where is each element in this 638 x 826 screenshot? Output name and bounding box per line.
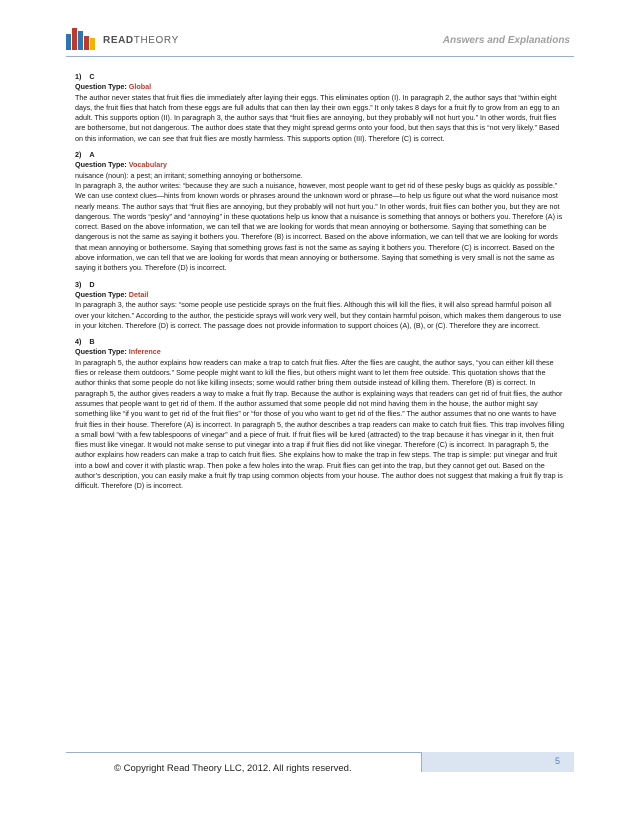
question-type	[75, 347, 565, 357]
question-type-value: Inference	[128, 347, 161, 357]
definition-paragraph: nuisance (noun): a pest; an irritant; something annoying or bothersome.	[75, 170, 303, 180]
question-number: 1)	[75, 72, 82, 81]
question-3	[75, 280, 565, 331]
question-type	[75, 160, 565, 170]
question-number-row	[75, 72, 565, 82]
question-type-value: Detail	[128, 289, 149, 299]
question-2	[75, 150, 565, 274]
copyright-text: © Copyright Read Theory LLC, 2012. All rights reserved.	[114, 763, 352, 774]
question-number-row	[75, 150, 565, 160]
question-1	[75, 72, 565, 144]
page-footer	[66, 752, 574, 774]
question-type-label: Question Type:	[75, 289, 127, 299]
question-answer: C	[89, 72, 95, 81]
question-answer: B	[89, 337, 95, 347]
question-type-label: Question Type:	[75, 82, 127, 92]
answers-content	[75, 72, 565, 498]
header-title: Answers and Explanations	[442, 35, 570, 46]
question-type-value: Vocabulary	[128, 160, 167, 170]
question-number-row	[75, 280, 565, 290]
question-number-row	[75, 337, 565, 347]
explanation-paragraph: In paragraph 5, the author explains how readers can make a trap to catch fruit flies. After the flies are caught, the author says, “you can either kill these flies or release them outdoors.” Some people might want to kill the flies, but others might want to let them free outside. This quotation shows that the author thinks that some people do not like killing insects; some would rather bring them outside instead of killing them. Therefore (B) is correct. In paragraph 5, the author gives readers a way to make a fruit fly trap. Because the author is explaining ways that readers can get rid of fruit flies, the author assumes that people want to get rid of them. If the author assumed that some people did not mind having them in the house, the author might say something like “if you want to get rid of the fruit flies” or “for those of you who want to get rid of the flies.” The author assumes that no one wants to have fruit flies in their house. Therefore (A) is incorrect. In paragraph 5, the author describes a trap readers can make to catch fruit flies. This trap involves filling a small bowl “with a few tablespoons of vinegar” and a piece of fruit. If fruit flies will be lured (attracted) to the trap because it has vinegar in it, then fruit flies must like vinegar. It would not make sense to put vinegar into a trap if fruit flies did not like vinegar. Therefore (C) is incorrect. In paragraph 5, the author explains how readers can make a trap to catch fruit flies. She explains how to make the trap in few steps. The trap is simple: put vinegar and fruit into a bowl and cover it with plastic wrap. Then poke a few holes into the wrap. Fruit flies can get into the trap, but they cannot get out. Based on the author’s description, you can easily make a fruit fly trap using common objects from your house. The author does not suggest that making a fruit fly trap is difficult. Therefore (D) is incorrect.	[75, 357, 565, 491]
explanation-paragraph: In paragraph 3, the author writes: “because they are such a nuisance, however, most people want to get rid of these pesky bugs as quickly as possible.” We can use context clues—hints from known words or phrases around the unknown word or phrase—to help us figure out what the word nuisance most nearly means. The author says that “fruit flies are annoying, but they probably will not hurt you.” In other words, fruit flies can bother you, but they are not dangerous. The words “pesky” and “annoying” in these quotations help us know that a nuisance is something that annoys or bothers you. Therefore (A) is correct. Based on the above information, we can tell that we are looking for words that mean annoying or bothersome. Saying that something can be dangerous is not the same as saying it bothers you. Therefore (B) is incorrect. Based on the above information, we can tell that we are looking for words that mean annoying or bothersome. Saying that something grows fast is not the same as saying it bothers you. Therefore (C) is incorrect. Based on the above information, we can tell that we are looking for words that mean annoying or bothersome. Saying that something is very small is not the same as saying it bothers you. Therefore (D) is incorrect.	[75, 180, 563, 273]
page-number: 5	[554, 756, 560, 766]
question-type-label: Question Type:	[75, 160, 127, 170]
brand-name	[103, 35, 179, 46]
question-number: 3)	[75, 279, 82, 289]
brand-rest: THEORY	[133, 35, 179, 46]
explanation-paragraph: The author never states that fruit flies die immediately after laying their eggs. This eliminates option (I). In paragraph 2, the author says that “within eight days, the fruit flies that hatch from these eggs are full adults that can then lay their own eggs.” It only takes 8 days for a fruit fly to grow from an egg to an adult. This supports option (II). In paragraph 3, the author says that “fruit flies are annoying, but they probably will not hurt you.” In other words, fruit flies are bothersome, but not dangerous. The author does state that they might spread germs onto your food, but then says that this is “not very likely.” Based on this information, we can see that fruit flies are mostly harmless. This supports option (III). Therefore (C) is correct.	[75, 92, 560, 143]
question-answer: D	[89, 279, 95, 289]
brand-bold: READ	[103, 35, 134, 46]
page-number-box	[421, 752, 574, 772]
books-logo-icon	[66, 28, 96, 50]
question-type	[75, 82, 565, 92]
explanation-paragraph: In paragraph 3, the author says: “some people use pesticide sprays on the fruit flies. Although this will kill the flies, it will also spread harmful poison all over your kitchen.” According to the author, the pesticide sprays will work very well, but they contain harmful poison, which makes them dangerous to use in your kitchen. Therefore (D) is correct. The passage does not provide information to support choices (A), (B), or (C). Therefore they are incorrect.	[75, 300, 562, 330]
question-number: 4)	[75, 337, 82, 347]
question-answer: A	[89, 150, 95, 160]
question-type-value: Global	[128, 82, 152, 92]
question-number: 2)	[75, 150, 82, 160]
question-type-label: Question Type:	[75, 347, 127, 357]
question-4	[75, 337, 565, 491]
page-header	[66, 26, 574, 57]
question-type	[75, 290, 565, 300]
